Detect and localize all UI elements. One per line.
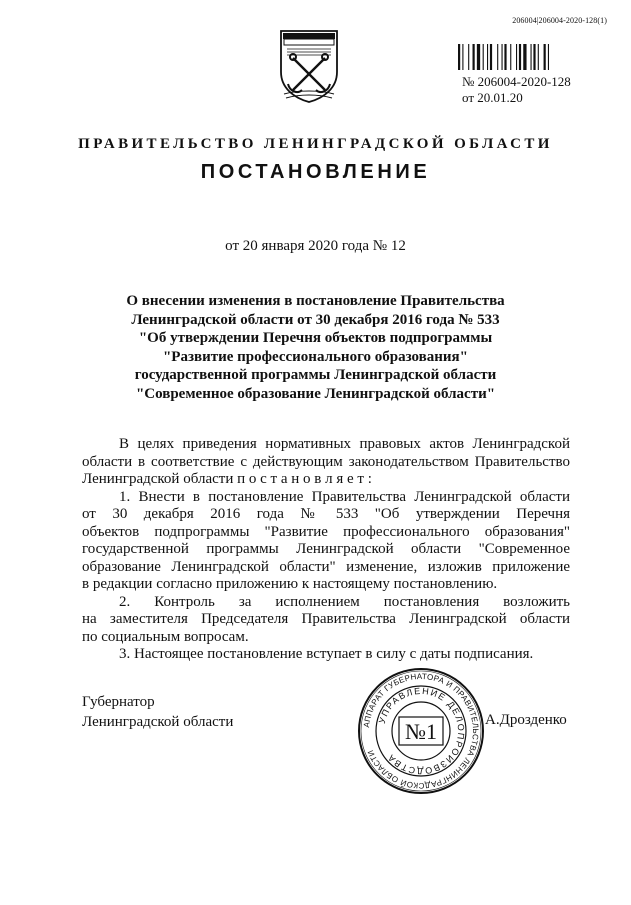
subject-line: Ленинградской области от 30 декабря 2016 года № 533 [131, 311, 500, 328]
subject-line: "Современное образование Ленинградской области" [135, 385, 496, 402]
subject-line: О внесении изменения в постановление Правительства [126, 293, 505, 309]
body-line: Ленинградской области п о с т а н о в л я е т : [82, 471, 372, 487]
body-line: по социальным вопросам. [82, 628, 249, 645]
subject-line: "Об утверждении Перечня объектов подпрограммы [138, 330, 493, 346]
signatory-position-line: Ленинградской области [82, 714, 234, 730]
registration-date: от 20.01.20 [462, 90, 523, 105]
barcode-icon [458, 44, 582, 70]
subject-line: государственной программы Ленинградской области [134, 367, 497, 383]
signatory-name: А.Дрозденко [485, 712, 567, 728]
body-line: 3. Настоящее постановление вступает в силу с даты подписания. [119, 646, 534, 662]
body-line: государственной программы Ленинградской области "Современное [82, 541, 570, 557]
document-type-title: ПОСТАНОВЛЕНИЕ [200, 161, 431, 183]
body-line: области в соответствие с действующим законодательством Правительство [82, 453, 570, 470]
signatory-position [82, 692, 233, 732]
body-line: 2. Контроль за исполнением постановления возложить [119, 593, 570, 610]
registration-number: № 206004-2020-128 [462, 74, 571, 89]
signatory-position-line: Губернатор [82, 694, 155, 710]
body-line: от 30 декабря 2016 года № 533 "Об утверждении Перечня [82, 506, 570, 522]
body-line: образование Ленинградской области" изменение, изложив приложение [82, 558, 570, 575]
document-body [82, 436, 570, 664]
official-seal-icon [356, 666, 486, 796]
body-line: В целях приведения нормативных правовых актов Ленинградской [119, 436, 570, 452]
body-line: 1. Внести в постановление Правительства Ленинградской области [119, 488, 570, 505]
coat-of-arms-icon [278, 28, 340, 104]
document-subject [0, 292, 631, 403]
body-line: на заместителя Председателя Правительства Ленинградской области [82, 611, 570, 627]
body-line: объектов подпрограммы "Развитие профессионального образования" [82, 523, 570, 540]
government-name: ПРАВИТЕЛЬСТВО ЛЕНИНГРАДСКОЙ ОБЛАСТИ [78, 136, 553, 152]
document-date-number: от 20 января 2020 года № 12 [225, 238, 406, 254]
subject-line: "Развитие профессионального образования" [162, 348, 469, 365]
document-code: 206004|206004-2020-128(1) [512, 16, 607, 25]
seal-inner-text: УПРАВЛЕНИЕ ДЕЛОПРОИЗВОДСТВА [376, 685, 467, 777]
seal-outer-text: АППАРАТ ГУБЕРНАТОРА И ПРАВИТЕЛЬСТВА ЛЕНИНГРАДСКОЙ ОБЛАСТИ [362, 671, 481, 791]
body-line: в редакции согласно приложению к настоящему постановлению. [82, 576, 498, 592]
seal-number: №1 [405, 719, 437, 744]
